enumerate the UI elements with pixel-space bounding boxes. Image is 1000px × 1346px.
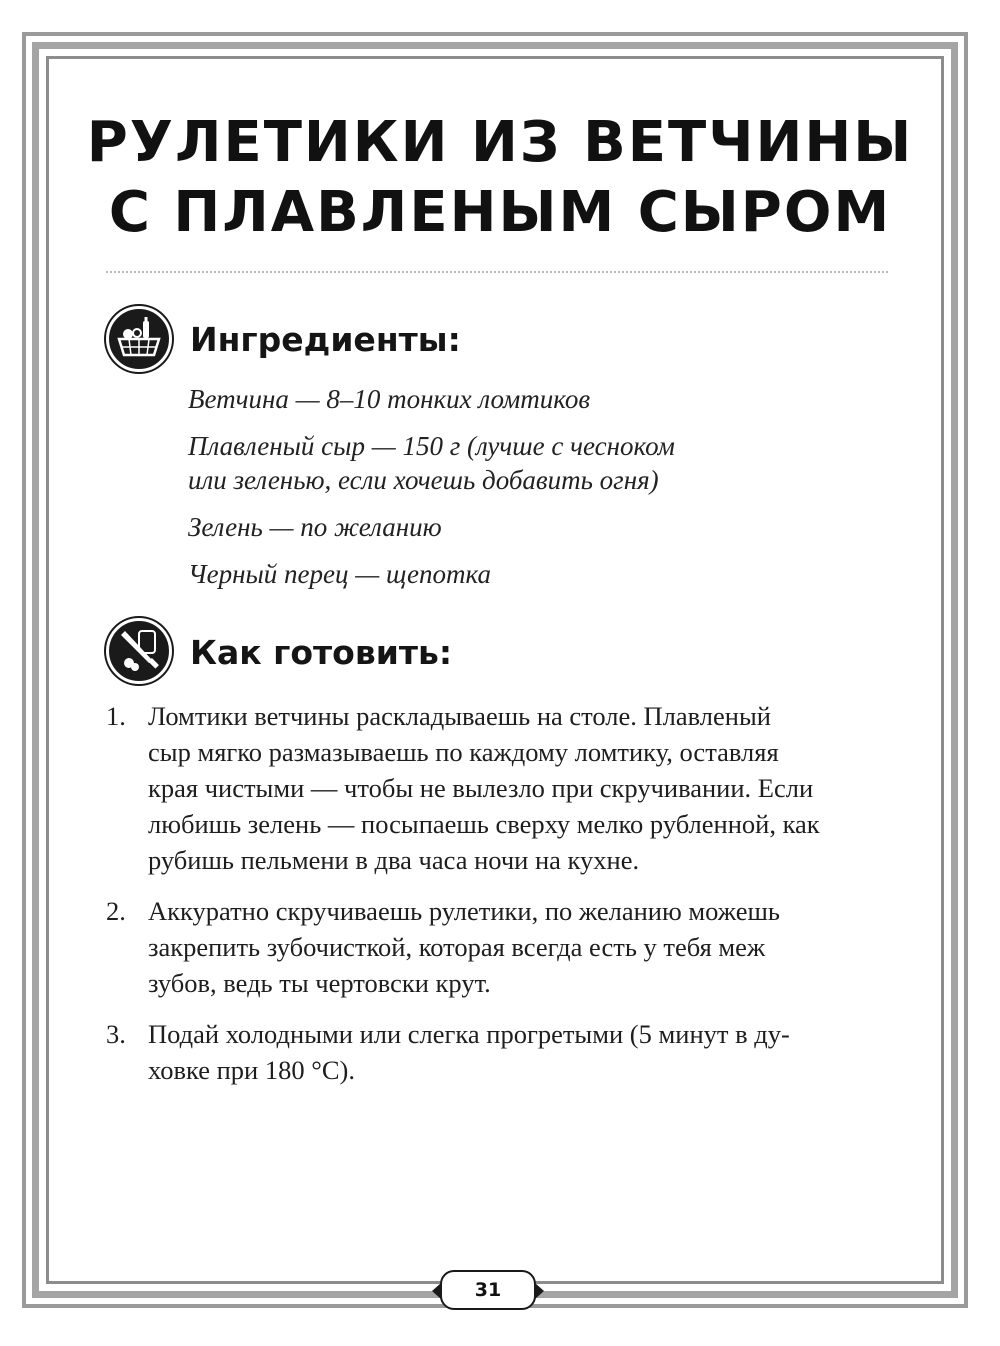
ingredients-list xyxy=(188,382,828,604)
step-line: края чистыми — чтобы не вылезло при скручивании. Если xyxy=(148,773,814,803)
step-item xyxy=(106,698,896,878)
ingredient-line: Ветчина — 8–10 тонких ломтиков xyxy=(188,384,591,414)
step-line: ховке при 180 °С). xyxy=(148,1055,355,1085)
ingredient-line: Зелень — по желанию xyxy=(188,512,442,542)
ingredient-line: или зеленью, если хочешь добавить огня) xyxy=(188,465,659,495)
recipe-title xyxy=(60,108,940,248)
title-divider xyxy=(106,271,888,273)
step-line: любишь зелень — посыпаешь сверху мелко рубленной, как xyxy=(148,809,820,839)
steps-list xyxy=(106,698,896,1103)
ingredient-item xyxy=(188,557,828,591)
knife-icon xyxy=(106,618,172,684)
ingredient-line: Плавленый сыр — 150 г (лучше с чесноком xyxy=(188,431,675,461)
step-line: зубов, ведь ты чертовски крут. xyxy=(148,968,491,998)
step-item xyxy=(106,1016,896,1088)
step-line: Подай холодными или слегка прогретыми (5 минут в ду- xyxy=(148,1019,790,1049)
page-number: 31 xyxy=(474,1279,502,1301)
ingredient-item xyxy=(188,382,828,416)
step-number: 1. xyxy=(106,701,126,731)
step-line: рубишь пельмени в два часа ночи на кухне. xyxy=(148,845,640,875)
step-number: 2. xyxy=(106,896,126,926)
step-item xyxy=(106,893,896,1001)
step-number: 3. xyxy=(106,1019,126,1049)
instructions-heading: Как готовить: xyxy=(190,633,453,672)
recipe-title-line-2: С ПЛАВЛЕНЫМ СЫРОМ xyxy=(108,180,892,245)
page-tab-right-arrow-icon xyxy=(535,1283,544,1299)
ingredients-heading: Ингредиенты: xyxy=(190,320,461,359)
step-line: закрепить зубочисткой, которая всегда есть у тебя меж xyxy=(148,932,766,962)
step-line: сыр мягко размазываешь по каждому ломтику, оставляя xyxy=(148,737,779,767)
ingredient-item xyxy=(188,510,828,544)
ingredient-item xyxy=(188,429,828,497)
basket-icon xyxy=(106,306,172,372)
recipe-title-line-1: РУЛЕТИКИ ИЗ ВЕТЧИНЫ xyxy=(86,110,914,175)
ingredient-line: Черный перец — щепотка xyxy=(188,559,491,589)
step-line: Ломтики ветчины раскладываешь на столе. Плавленый xyxy=(148,701,771,731)
step-line: Аккуратно скручиваешь рулетики, по желанию можешь xyxy=(148,896,780,926)
